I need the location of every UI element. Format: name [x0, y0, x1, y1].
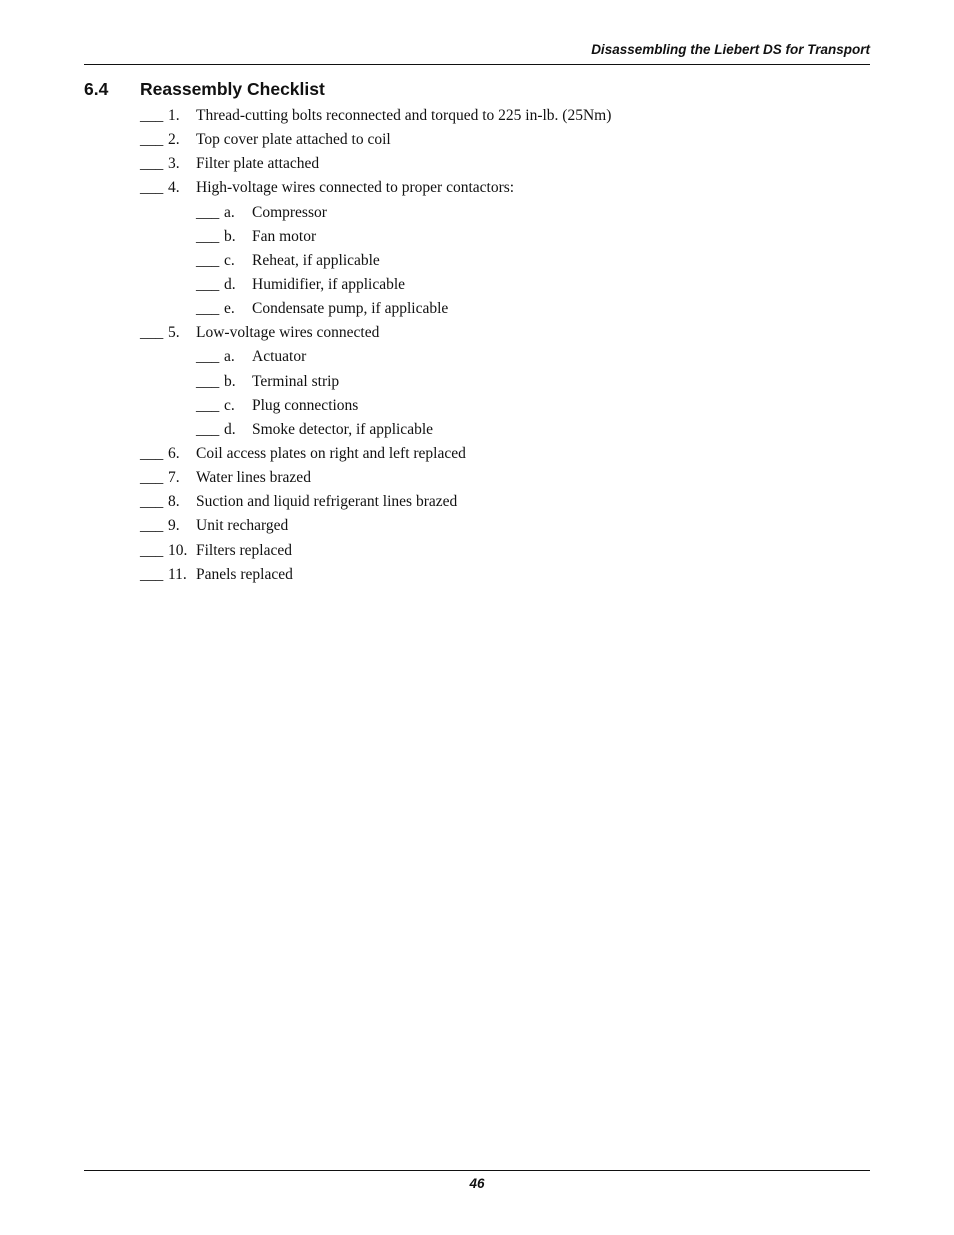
check-blank: ___ — [196, 300, 220, 318]
checklist-subitem — [140, 249, 611, 273]
item-text: High-voltage wires connected to proper contactors: — [196, 179, 515, 197]
checklist-item — [140, 490, 611, 514]
item-text: Actuator — [252, 348, 307, 366]
section-number: 6.4 — [84, 79, 109, 99]
item-text: Suction and liquid refrigerant lines brazed — [196, 493, 458, 511]
checklist-item — [140, 321, 611, 345]
item-text: Terminal strip — [252, 372, 340, 390]
header-divider — [84, 64, 870, 65]
check-blank: ___ — [140, 565, 164, 583]
item-number: d. — [224, 275, 236, 293]
checklist-item — [140, 442, 611, 466]
item-text: Thread-cutting bolts reconnected and torqued to 225 in-lb. (25Nm) — [196, 107, 612, 124]
footer-divider — [84, 1170, 870, 1171]
item-number: 7. — [168, 469, 180, 487]
check-blank: ___ — [196, 372, 220, 390]
checklist-item — [140, 563, 611, 587]
item-number: b. — [224, 372, 236, 390]
check-blank: ___ — [140, 517, 164, 535]
item-number: 5. — [168, 324, 180, 342]
item-text: Condensate pump, if applicable — [252, 300, 449, 318]
check-blank: ___ — [140, 469, 164, 487]
check-blank: ___ — [196, 275, 220, 293]
item-text: Top cover plate attached to coil — [196, 131, 391, 149]
check-blank: ___ — [140, 131, 164, 149]
checklist-item — [140, 176, 611, 200]
item-number: c. — [224, 251, 235, 269]
item-number: d. — [224, 420, 236, 438]
section-heading — [84, 79, 325, 100]
item-text: Filters replaced — [196, 541, 292, 559]
item-number: 1. — [168, 107, 180, 124]
item-number: 8. — [168, 493, 180, 511]
item-number: 2. — [168, 131, 180, 149]
check-blank: ___ — [140, 493, 164, 511]
checklist-item — [140, 128, 611, 152]
item-text: Filter plate attached — [196, 155, 320, 173]
check-blank: ___ — [196, 396, 220, 414]
running-header: Disassembling the Liebert DS for Transport — [591, 42, 870, 57]
checklist-item — [140, 152, 611, 176]
item-text: Fan motor — [252, 227, 317, 245]
item-number: b. — [224, 227, 236, 245]
item-text: Low-voltage wires connected — [196, 324, 380, 342]
check-blank: ___ — [196, 227, 220, 245]
checklist-subitem — [140, 345, 611, 369]
checklist-subitem — [140, 273, 611, 297]
item-text: Humidifier, if applicable — [252, 275, 406, 293]
item-number: e. — [224, 300, 235, 318]
check-blank: ___ — [140, 541, 164, 559]
item-number: 4. — [168, 179, 180, 197]
item-text: Unit recharged — [196, 517, 289, 535]
check-blank: ___ — [196, 348, 220, 366]
checklist-subitem — [140, 201, 611, 225]
item-number: 10. — [168, 541, 188, 559]
item-text: Water lines brazed — [196, 469, 311, 487]
item-text: Coil access plates on right and left replaced — [196, 444, 466, 462]
check-blank: ___ — [196, 251, 220, 269]
item-text: Reheat, if applicable — [252, 251, 380, 269]
checklist-subitem — [140, 370, 611, 394]
item-text: Plug connections — [252, 396, 359, 414]
item-text: Compressor — [252, 203, 327, 221]
check-blank: ___ — [140, 107, 164, 124]
item-text: Smoke detector, if applicable — [252, 420, 434, 438]
check-blank: ___ — [140, 155, 164, 173]
checklist-item — [140, 539, 611, 563]
item-number: a. — [224, 203, 235, 221]
section-title: Reassembly Checklist — [140, 79, 325, 99]
checklist-subitem — [140, 225, 611, 249]
check-blank: ___ — [140, 324, 164, 342]
check-blank: ___ — [140, 444, 164, 462]
checklist-subitem — [140, 418, 611, 442]
item-text: Panels replaced — [196, 565, 293, 583]
check-blank: ___ — [196, 203, 220, 221]
item-number: c. — [224, 396, 235, 414]
item-number: 11. — [168, 565, 187, 583]
checklist-subitem — [140, 394, 611, 418]
checklist-item — [140, 104, 611, 128]
reassembly-checklist — [140, 104, 611, 587]
check-blank: ___ — [140, 179, 164, 197]
checklist-item — [140, 466, 611, 490]
item-number: 6. — [168, 444, 180, 462]
item-number: 9. — [168, 517, 180, 535]
page-number: 46 — [469, 1176, 485, 1191]
checklist-subitem — [140, 297, 611, 321]
item-number: a. — [224, 348, 235, 366]
checklist-item — [140, 514, 611, 538]
check-blank: ___ — [196, 420, 220, 438]
item-number: 3. — [168, 155, 180, 173]
